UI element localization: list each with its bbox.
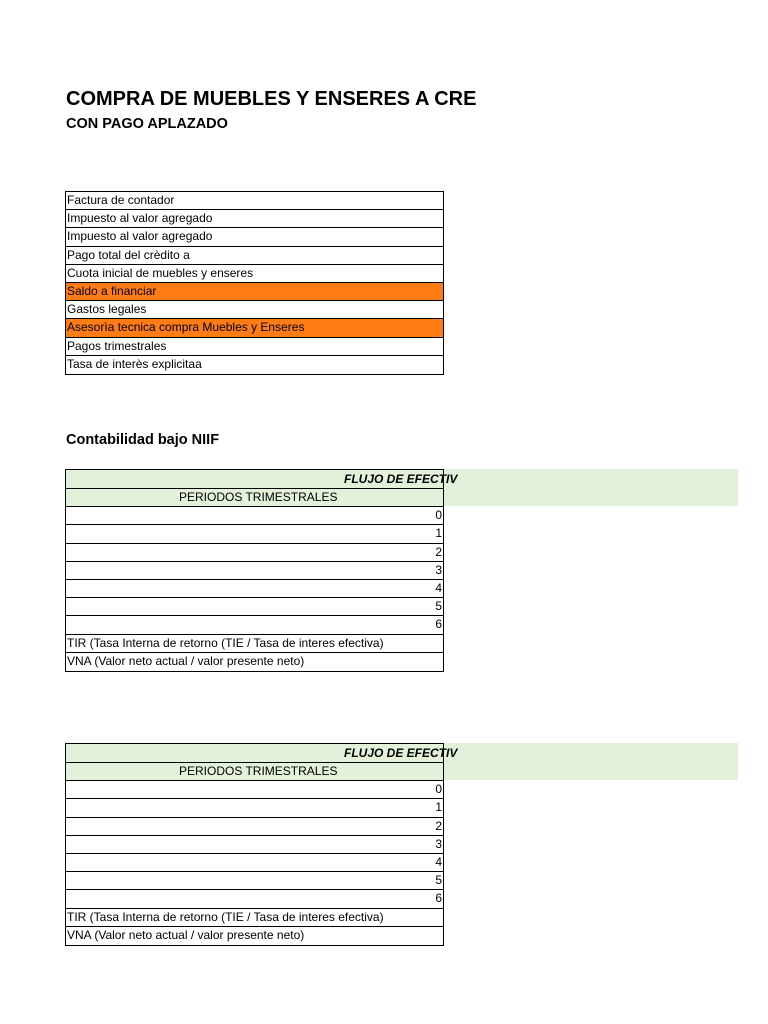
flow-body xyxy=(65,780,444,946)
concept-row[interactable]: Cuota inicial de muebles y enseres xyxy=(66,265,443,283)
flow-header-cell[interactable]: FLUJO DE EFECTIV xyxy=(65,743,444,762)
concept-row[interactable]: Gastos legales xyxy=(66,301,443,319)
tir-row[interactable]: TIR (Tasa Interna de retorno (TIE / Tasa de interes efectiva) xyxy=(66,635,443,653)
concept-row[interactable]: Factura de contador xyxy=(66,192,443,210)
concept-row[interactable]: Pago total del crèdito a xyxy=(66,247,443,265)
period-row[interactable]: 2 xyxy=(66,544,443,562)
flow-subheader xyxy=(65,488,738,506)
page-subtitle: CON PAGO APLAZADO xyxy=(66,116,228,132)
cash-flow-table-1 xyxy=(65,469,738,672)
cash-flow-table-2 xyxy=(65,743,738,946)
concept-row[interactable]: Impuesto al valor agregado xyxy=(66,210,443,228)
period-row[interactable]: 1 xyxy=(66,525,443,543)
concept-row[interactable]: Pagos trimestrales xyxy=(66,338,443,356)
concept-row-highlighted[interactable]: Asesorìa tecnica compra Muebles y Enseres xyxy=(66,319,443,337)
concept-row[interactable]: Impuesto al valor agregado xyxy=(66,228,443,246)
period-row[interactable]: 0 xyxy=(66,507,443,525)
flow-body xyxy=(65,506,444,672)
period-row[interactable]: 6 xyxy=(66,890,443,908)
period-row[interactable]: 3 xyxy=(66,562,443,580)
period-row[interactable]: 0 xyxy=(66,781,443,799)
period-row[interactable]: 1 xyxy=(66,799,443,817)
vna-row[interactable]: VNA (Valor neto actual / valor presente neto) xyxy=(67,927,305,942)
concept-row[interactable]: Tasa de interès explicitaa xyxy=(67,356,202,371)
periods-header-cell[interactable]: PERIODOS TRIMESTRALES xyxy=(65,488,444,507)
flow-header xyxy=(65,469,738,488)
period-row[interactable]: 3 xyxy=(66,836,443,854)
tir-row[interactable]: TIR (Tasa Interna de retorno (TIE / Tasa de interes efectiva) xyxy=(66,909,443,927)
flow-header xyxy=(65,743,738,762)
flow-header-cell[interactable]: FLUJO DE EFECTIV xyxy=(65,469,444,488)
concept-row-highlighted[interactable]: Saldo a financiar xyxy=(66,283,443,301)
page-title: COMPRA DE MUEBLES Y ENSERES A CRE xyxy=(66,88,477,110)
period-row[interactable]: 4 xyxy=(66,580,443,598)
section-heading: Contabilidad bajo NIIF xyxy=(66,432,220,448)
period-row[interactable]: 5 xyxy=(66,872,443,890)
period-row[interactable]: 6 xyxy=(66,616,443,634)
flow-subheader xyxy=(65,762,738,780)
period-row[interactable]: 2 xyxy=(66,818,443,836)
concepts-table xyxy=(65,191,444,375)
periods-header-cell[interactable]: PERIODOS TRIMESTRALES xyxy=(65,762,444,781)
period-row[interactable]: 4 xyxy=(66,854,443,872)
vna-row[interactable]: VNA (Valor neto actual / valor presente neto) xyxy=(67,653,305,668)
period-row[interactable]: 5 xyxy=(66,598,443,616)
